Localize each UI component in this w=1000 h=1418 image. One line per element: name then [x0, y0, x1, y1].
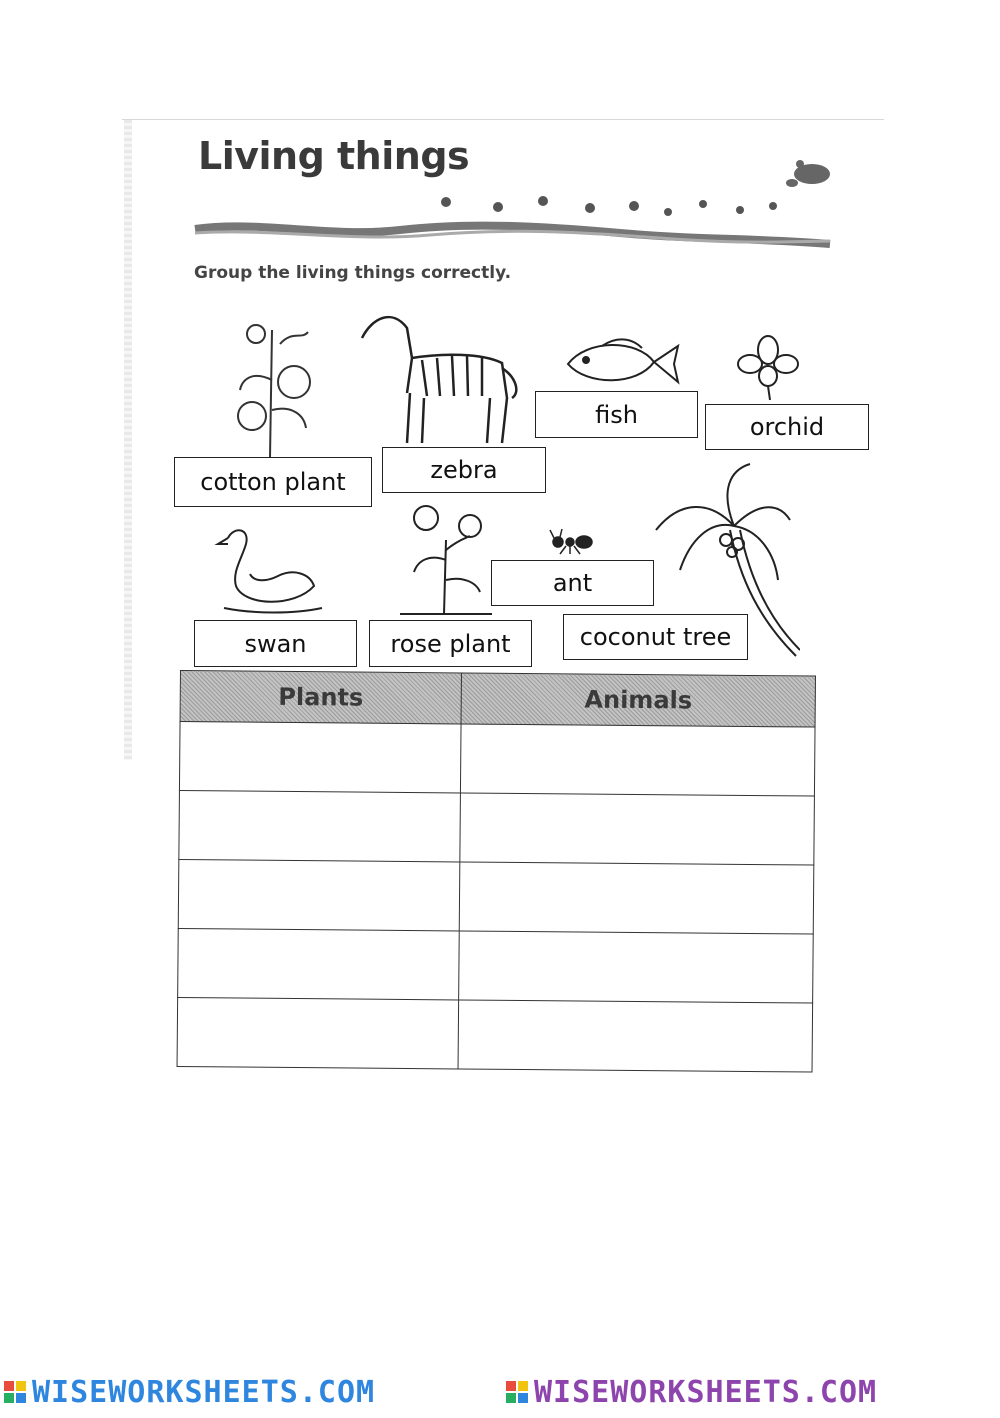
- word-card-zebra[interactable]: zebra: [382, 447, 546, 493]
- plants-drop-cell[interactable]: [178, 928, 460, 999]
- ws-logo-icon: [4, 1381, 26, 1403]
- animals-drop-cell[interactable]: [459, 862, 813, 934]
- word-card-cotton-plant[interactable]: cotton plant: [174, 457, 372, 507]
- orchid-icon: [736, 332, 800, 402]
- plants-drop-cell[interactable]: [178, 859, 460, 930]
- animals-drop-cell[interactable]: [459, 931, 813, 1003]
- header-decoration: [0, 0, 1000, 260]
- rose-plant-icon: [400, 500, 496, 616]
- plants-drop-cell[interactable]: [179, 790, 461, 861]
- footer-brand-text: WISEWORKSHEETS.COM: [32, 1375, 376, 1410]
- ws-logo-icon: [506, 1381, 528, 1403]
- ant-icon: [548, 526, 598, 556]
- cotton-plant-icon: [222, 310, 322, 460]
- worksheet-title: Living things: [198, 134, 470, 178]
- word-card-fish[interactable]: fish: [535, 391, 698, 438]
- word-card-coconut-tree[interactable]: coconut tree: [563, 614, 748, 660]
- word-card-ant[interactable]: ant: [491, 560, 654, 606]
- word-card-orchid[interactable]: orchid: [705, 404, 869, 450]
- header-animals: Animals: [461, 673, 815, 727]
- footer-brand-text: WISEWORKSHEETS.COM: [534, 1375, 878, 1410]
- plants-drop-cell[interactable]: [179, 722, 461, 793]
- animals-drop-cell[interactable]: [461, 724, 815, 796]
- bug-icon: [786, 160, 830, 187]
- footer-watermark: [0, 1375, 1000, 1413]
- word-card-swan[interactable]: swan: [194, 620, 357, 667]
- animals-drop-cell[interactable]: [458, 1000, 812, 1072]
- sorting-table: [177, 670, 816, 1073]
- flower-row-icon: [441, 196, 777, 216]
- instruction-text: Group the living things correctly.: [194, 263, 512, 283]
- header-plants: Plants: [180, 671, 462, 724]
- zebra-icon: [352, 298, 522, 448]
- swan-icon: [214, 524, 326, 614]
- word-card-rose-plant[interactable]: rose plant: [369, 620, 532, 667]
- fish-icon: [562, 334, 682, 394]
- animals-drop-cell[interactable]: [460, 793, 814, 865]
- plants-drop-cell[interactable]: [177, 997, 459, 1068]
